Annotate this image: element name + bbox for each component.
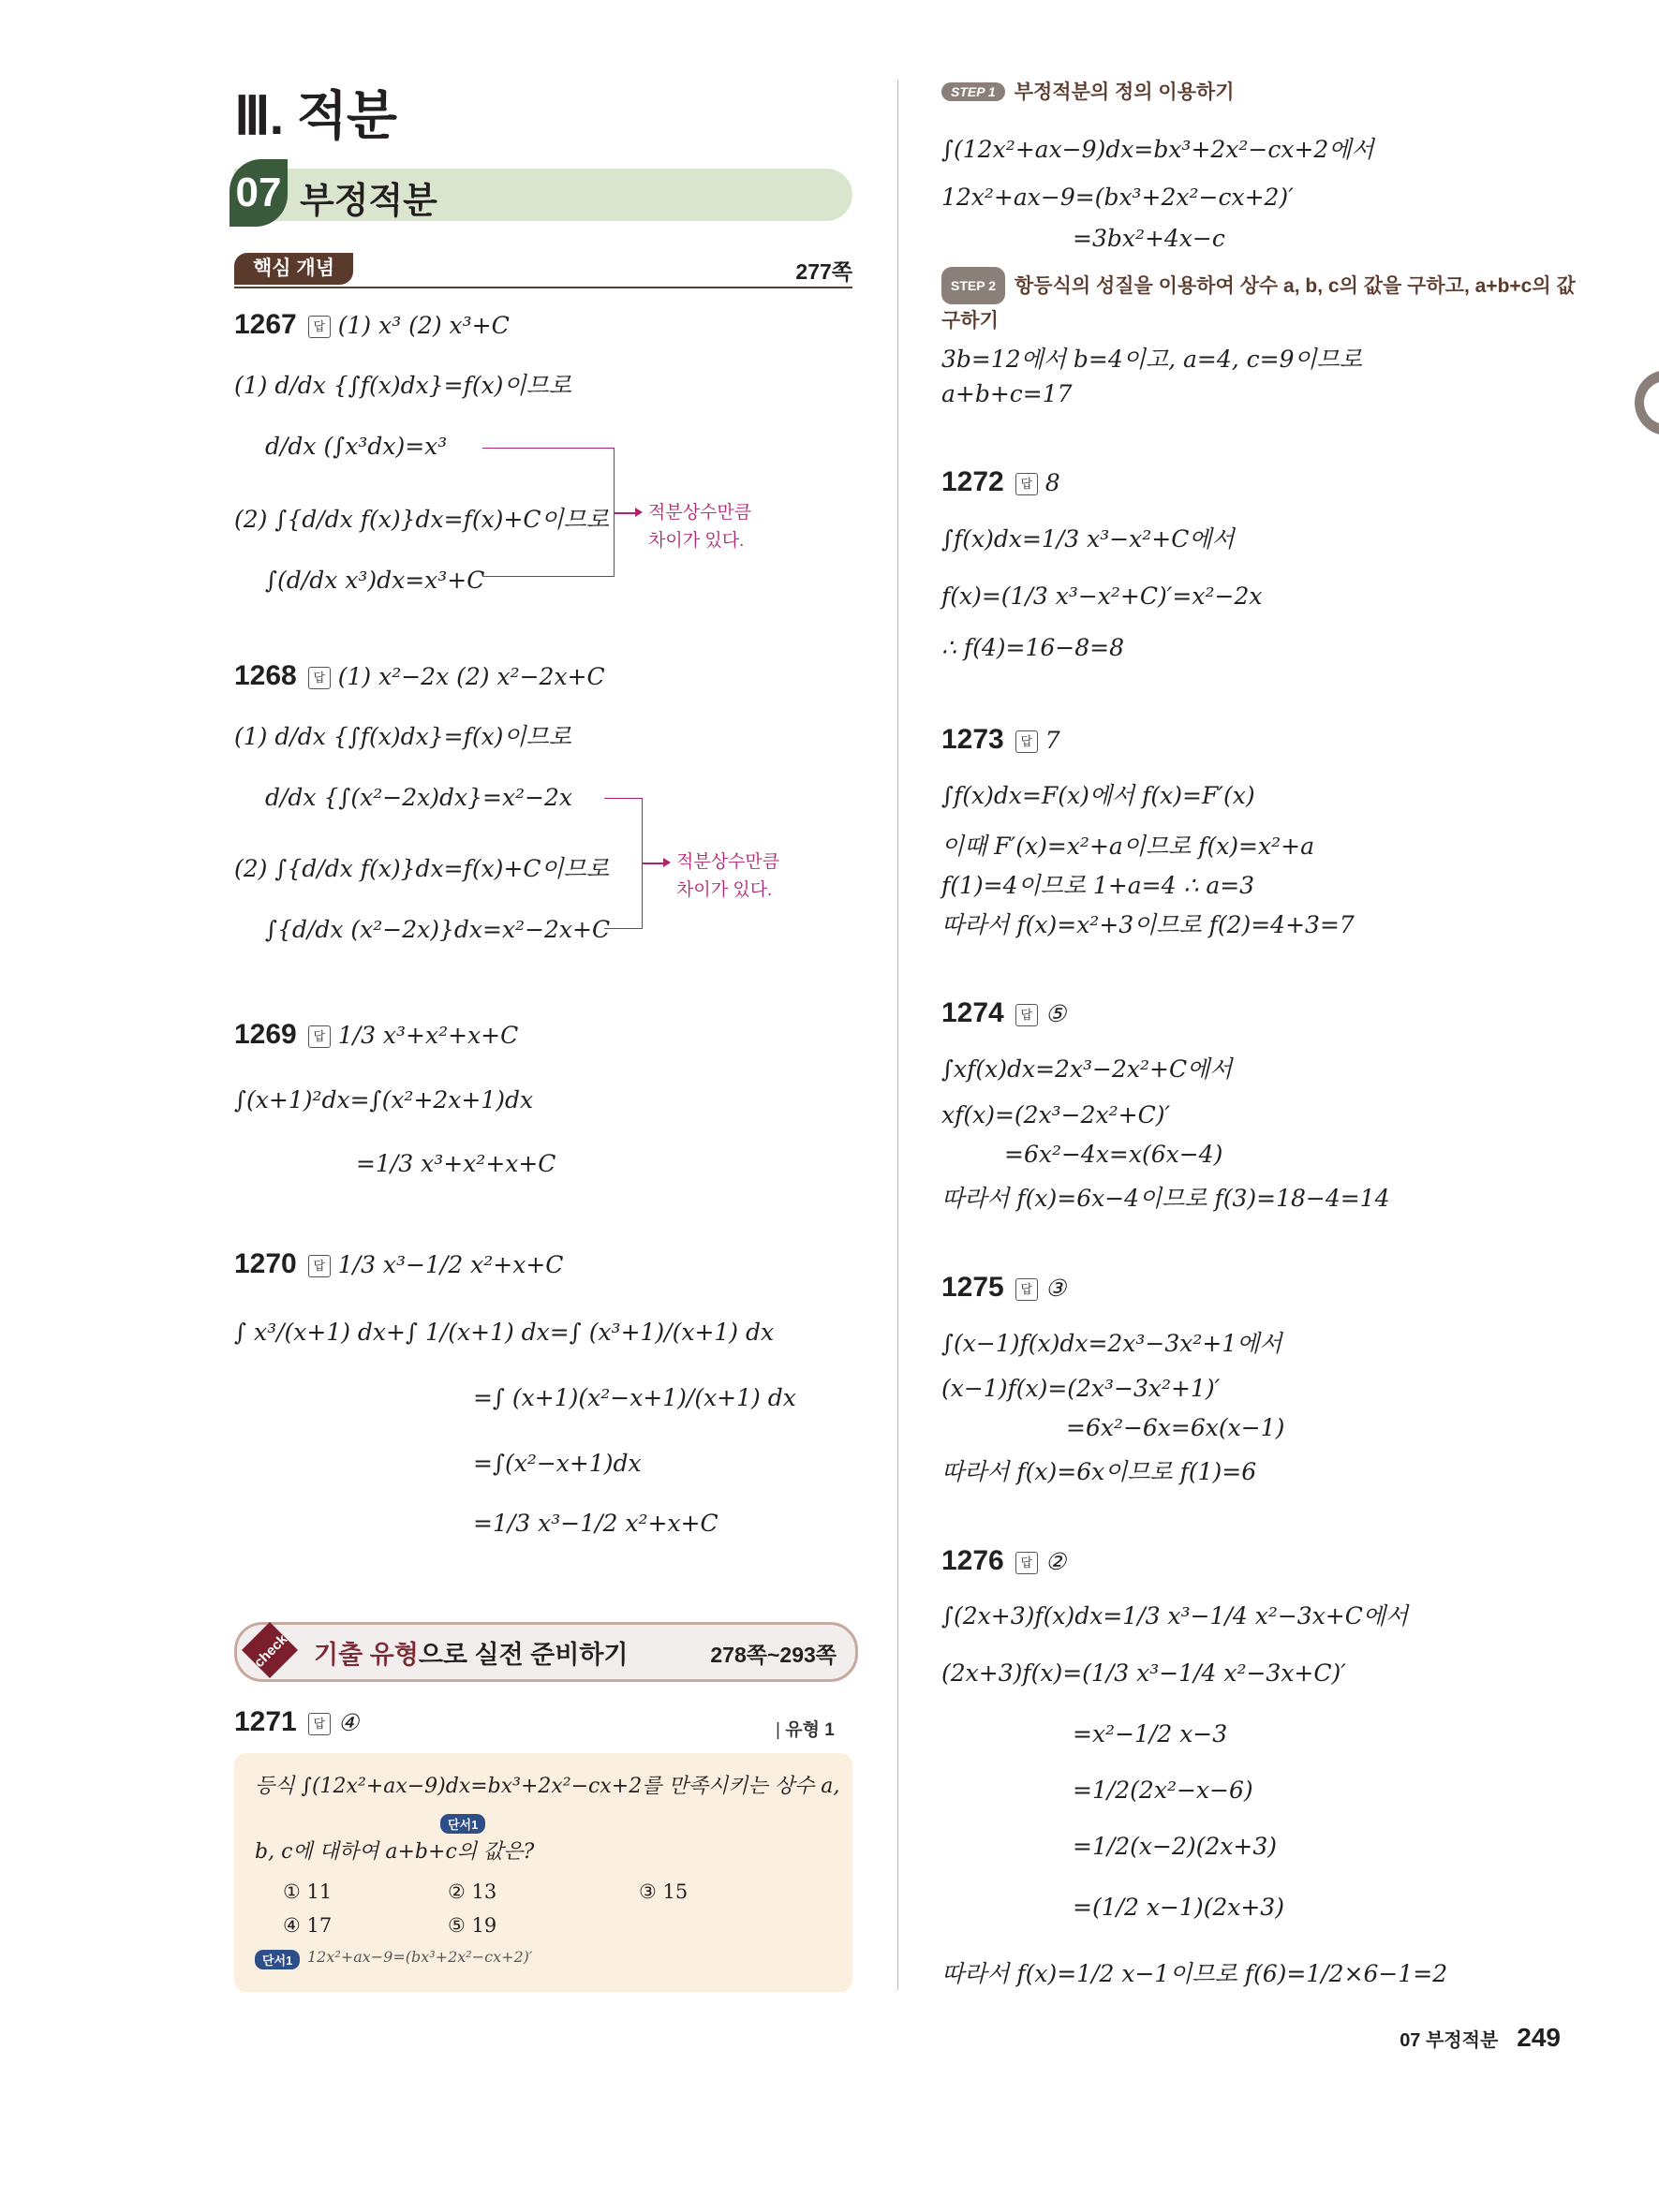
solution-line: =1/3 x³+x²+x+C (356, 1150, 556, 1177)
solution-line: ∫(x−1)f(x)dx=2x³−3x²+1에서 (941, 1330, 1282, 1357)
question-box (234, 1753, 852, 1992)
solution-line: f(x)=(1/3 x³−x²+C)′=x²−2x (941, 582, 1263, 610)
solution-line: 3b=12에서 b=4이고, a=4, c=9이므로 (941, 346, 1362, 373)
arrow (642, 863, 665, 864)
solution-line: (x−1)f(x)=(2x³−3x²+1)′ (941, 1375, 1221, 1402)
solution-line: =∫ (x+1)(x²−x+1)/(x+1) dx (473, 1384, 796, 1411)
answer: (1) x²−2x (2) x²−2x+C (337, 663, 605, 690)
hint-text: 12x²+ax−9=(bx³+2x²−cx+2)′ (307, 1948, 533, 1966)
answer-icon: 답 (1015, 730, 1038, 753)
chapter-side-tab (1635, 370, 1659, 435)
note: 적분상수만큼 차이가 있다. (676, 852, 780, 900)
note: 적분상수만큼 차이가 있다. (648, 503, 752, 551)
solution-line: =1/2(x−2)(2x+3) (1073, 1833, 1278, 1860)
answer: ③ (1044, 1275, 1067, 1302)
choice: ② 13 (448, 1880, 497, 1903)
solution-line: =6x²−4x=x(6x−4) (1004, 1141, 1223, 1168)
answer-icon: 답 (1015, 1278, 1038, 1301)
concept-header (234, 253, 852, 288)
step2-header (941, 267, 1578, 339)
question-line: 등식 ∫(12x²+ax−9)dx=bx³+2x²−cx+2를 만족시키는 상수 a, (255, 1775, 840, 1798)
footer-section: 07 부정적분 (1400, 2030, 1499, 2051)
step1-text: 부정적분의 정의 이용하기 (1014, 81, 1235, 103)
answer: 1/3 x³−1/2 x²+x+C (337, 1251, 564, 1278)
problem-number: 1274 (941, 997, 1004, 1028)
problem-1271-header (234, 1706, 359, 1738)
answer: 1/3 x³+x²+x+C (337, 1022, 519, 1049)
solution-line: f(1)=4이므로 1+a=4 ∴ a=3 (941, 872, 1255, 899)
column-divider (897, 80, 898, 1990)
problem-1273-header (941, 724, 1060, 756)
step2-text: 항등식의 성질을 이용하여 상수 a, b, c의 값을 구하고, a+b+c의 값 구하기 (941, 275, 1576, 332)
choice: ③ 15 (639, 1880, 689, 1903)
answer: 7 (1044, 727, 1060, 754)
solution-line: 따라서 f(x)=6x이므로 f(1)=6 (941, 1458, 1257, 1485)
solution-line: ∫xf(x)dx=2x³−2x²+C에서 (941, 1055, 1233, 1083)
answer-icon: 답 (308, 667, 331, 689)
problem-1270-header (234, 1248, 563, 1280)
solution-line: =3bx²+4x−c (1073, 225, 1225, 252)
concept-page: 277쪽 (795, 259, 852, 284)
step2-tag: STEP 2 (941, 267, 1005, 304)
problem-number: 1269 (234, 1019, 297, 1050)
solution-line: (2) ∫{d/dx f(x)}dx=f(x)+C이므로 (234, 506, 609, 533)
solution-line: (1) d/dx {∫f(x)dx}=f(x)이므로 (234, 723, 571, 750)
check-title-a: 기출 유형 (314, 1641, 419, 1669)
answer: ② (1044, 1548, 1067, 1575)
step1-header (941, 77, 1235, 105)
problem-number: 1276 (941, 1545, 1004, 1576)
question-line: b, c에 대하여 a+b+c의 값은? (255, 1840, 535, 1864)
solution-line: ∫(x+1)²dx=∫(x²+2x+1)dx (234, 1086, 534, 1113)
problem-number: 1267 (234, 309, 297, 340)
answer: ④ (337, 1709, 360, 1736)
solution-line: 따라서 f(x)=6x−4이므로 f(3)=18−4=14 (941, 1185, 1390, 1212)
bracket (482, 448, 615, 577)
step1-tag: STEP 1 (941, 82, 1005, 101)
answer-icon: 답 (1015, 1552, 1038, 1574)
problem-number: 1270 (234, 1248, 297, 1279)
solution-line: 따라서 f(x)=1/2 x−1이므로 f(6)=1/2×6−1=2 (941, 1960, 1448, 1987)
solution-line: ∫(d/dx x³)dx=x³+C (265, 567, 485, 594)
check-pages: 278쪽~293쪽 (710, 1643, 837, 1667)
solution-line: ∫f(x)dx=F(x)에서 f(x)=F′(x) (941, 782, 1255, 809)
solution-line: ∫(12x²+ax−9)dx=bx³+2x²−cx+2에서 (941, 136, 1374, 163)
solution-line: ∫ x³/(x+1) dx+∫ 1/(x+1) dx=∫ (x³+1)/(x+1) dx (234, 1319, 775, 1346)
problem-1276-header (941, 1545, 1066, 1577)
answer-icon: 답 (308, 1255, 331, 1277)
svg-text:check: check (251, 1631, 291, 1672)
solution-line: xf(x)=(2x³−2x²+C)′ (941, 1101, 1171, 1128)
solution-line: =(1/2 x−1)(2x+3) (1073, 1894, 1284, 1921)
solution-line: (2x+3)f(x)=(1/3 x³−1/4 x²−3x+C)′ (941, 1659, 1346, 1687)
problem-1267-header (234, 309, 510, 341)
choice: ① 11 (283, 1880, 333, 1903)
solution-line: =1/3 x³−1/2 x²+x+C (473, 1510, 718, 1537)
chapter-title: Ⅲ. 적분 (234, 86, 396, 145)
type-tag: | 유형 1 (776, 1720, 835, 1740)
choice: ④ 17 (283, 1914, 333, 1937)
check-badge-icon (232, 1613, 307, 1688)
problem-number: 1268 (234, 660, 297, 691)
solution-line: (2) ∫{d/dx f(x)}dx=f(x)+C이므로 (234, 855, 609, 882)
answer-icon: 답 (308, 1025, 331, 1048)
solution-line: =6x²−6x=6x(x−1) (1066, 1414, 1285, 1441)
solution-line: d/dx {∫(x²−2x)dx}=x²−2x (265, 784, 573, 811)
page-number: 249 (1517, 2023, 1561, 2052)
danseo-label: 단서1 (440, 1814, 485, 1834)
solution-line: =1/2(2x²−x−6) (1073, 1777, 1253, 1804)
solution-line: a+b+c=17 (941, 380, 1073, 407)
problem-number: 1275 (941, 1272, 1004, 1303)
solution-line: d/dx (∫x³dx)=x³ (265, 433, 448, 460)
problem-1274-header (941, 997, 1066, 1029)
arrow (614, 512, 637, 514)
danseo-badge (440, 1814, 485, 1834)
check-title-b: 으로 실전 준비하기 (418, 1641, 629, 1669)
problem-1269-header (234, 1019, 518, 1051)
problem-1275-header (941, 1272, 1066, 1304)
problem-1272-header (941, 466, 1060, 498)
answer-icon: 답 (308, 316, 331, 338)
problem-number: 1272 (941, 466, 1004, 497)
answer: ⑤ (1044, 1000, 1067, 1027)
answer-icon: 답 (308, 1713, 331, 1735)
solution-line: (1) d/dx {∫f(x)dx}=f(x)이므로 (234, 372, 571, 399)
section-title: 부정적분 (300, 182, 437, 221)
type-label: 유형 1 (785, 1720, 835, 1740)
problem-number: 1271 (234, 1706, 297, 1737)
problem-number: 1273 (941, 724, 1004, 755)
answer-icon: 답 (1015, 1004, 1038, 1026)
solution-line: 이때 F′(x)=x²+a이므로 f(x)=x²+a (941, 833, 1314, 860)
solution-line: ∫{d/dx (x²−2x)}dx=x²−2x+C (265, 916, 611, 943)
solution-line: 따라서 f(x)=x²+3이므로 f(2)=4+3=7 (941, 911, 1355, 938)
choice: ⑤ 19 (448, 1914, 497, 1937)
solution-line: ∫(2x+3)f(x)dx=1/3 x³−1/4 x²−3x+C에서 (941, 1602, 1409, 1630)
bracket (604, 798, 643, 929)
solution-line: ∫f(x)dx=1/3 x³−x²+C에서 (941, 525, 1235, 553)
problem-1268-header (234, 660, 605, 692)
hint-label: 단서1 (255, 1950, 300, 1969)
answer: 8 (1044, 469, 1060, 496)
solution-line: ∴ f(4)=16−8=8 (941, 634, 1124, 661)
solution-line: =x²−1/2 x−3 (1073, 1720, 1228, 1747)
footer (1400, 2023, 1561, 2053)
hint-badge (255, 1950, 300, 1969)
answer: (1) x³ (2) x³+C (337, 312, 510, 339)
concept-tag: 핵심 개념 (234, 253, 353, 285)
solution-line: 12x²+ax−9=(bx³+2x²−cx+2)′ (941, 184, 1294, 211)
section-number: 07 (230, 159, 288, 227)
answer-icon: 답 (1015, 473, 1038, 495)
solution-line: =∫(x²−x+1)dx (473, 1450, 642, 1477)
check-title (314, 1634, 629, 1671)
